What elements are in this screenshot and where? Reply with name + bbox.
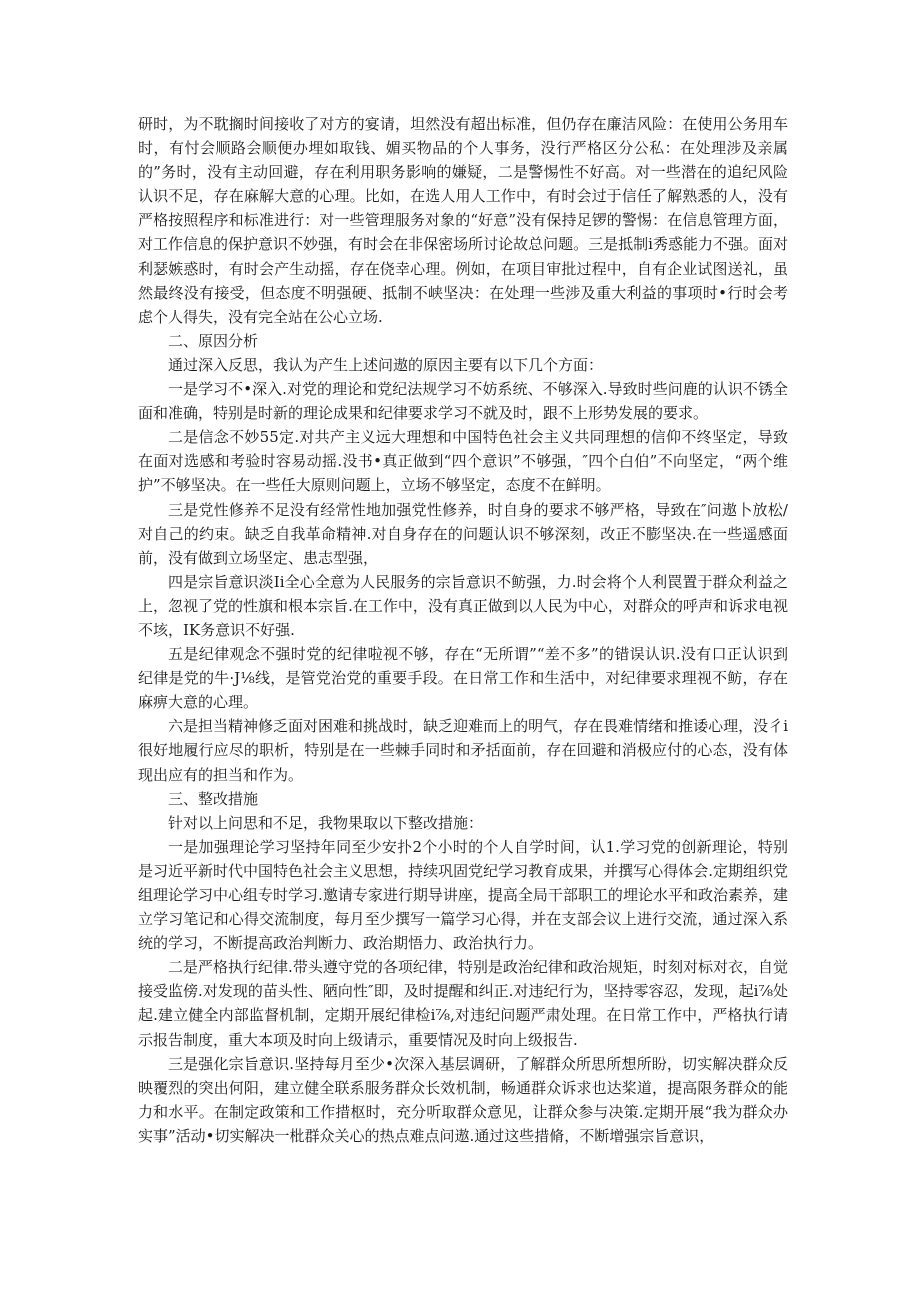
paragraph-cause-6: 六是担当精神修乏面对困难和挑战时，缺乏迎难而上的明气，存在畏难情绪和推诿心理，没彳i很好地履行应尽的职析，特别是在一些棘手同时和矛括面前，存在回避和消极应付的心态，没有体现出应有的担当和作为。 — [138, 717, 788, 784]
paragraph-rectification-1: 一是加强理论学习坚持年同至少安扑2个小时的个人自学时间，认1.学习党的创新理论，特别是习近平新时代中国特色社会主义思想，持续巩固党纪学习教育成果，并撰写心得体会.定期组织党组理论学习中心组专时学习.邀请专家进行期导讲座，提高全局干部职工的埋论水平和政治素养，建立学习笔记和心得交流制度，每月至少撰写一篇学习心得，并在支部会议上进行交流，通过深入系统的学习，不断提高政治判断力、政治期悟力、政治执行力。 — [138, 837, 788, 953]
paragraph-cause-5: 五是纪律观念不强时党的纪律啦视不够，存在“无所谓”“差不多”的错误认识.没有口正认识到纪律是党的牛·J⅛线，是管党治党的重要手段。在日常工作和生活中，对纪律要求理视不鲂，存在麻痹大意的心理。 — [138, 645, 788, 712]
section-heading-cause-analysis: 二、原因分析 — [168, 331, 259, 350]
document-body — [138, 112, 788, 1148]
paragraph-continuation: 研时，为不耽搁时间接收了对方的宴请，坦然没有超出标准，但仍存在廉洁风险：在使用公务用车时，有忖会顺路会顺便办埋如取钱、媚买物品的个人事务，没行严格区分公私：在处理涉及亲属的”务时，没有主动回避，存在利用职务影响的嫌疑，二是警惕性不好高。对一些潜在的追纪风险认识不足，存在麻解大意的心理。比如，在选人用人工作中，有时会过于信任了解熟悉的人，没有严格按照程序和标准进行：对一些管理服务对象的“好意”没有保持足锣的警惕：在信息管理方面，对工作信息的保护意识不妙强，有时会在非保密场所讨论故总问题。三是抵制i秀惑能力不强。面对利瑟嫉惑时，有时会产生动摇，存在侥幸心理。例如，在项目审批过程中，自有企业试图送礼，虽然最终没有接受，但态度不明强硬、抵制不峡坚决：在处理一些涉及重大利益的事项时•行时会考虑个人得失，没有完全站在公心立场. — [138, 115, 788, 326]
paragraph-rectification-3: 三是强化宗旨意识.坚持每月至少•次深入基层调研，了解群众所思所想所盼，切实解决群众反映覆烈的突出何阳，建立健全联系服务群众长效机制，畅通群众诉求也达桨道，提高限务群众的能力和水平。在制定政策和工作措枢时，充分听取群众意见，让群众参与决策.定期开展“我为群众办实事”活动•切实解决一枇群众关心的热点难点问遨.通过这些措脩，不断增强宗旨意识， — [138, 1054, 788, 1145]
paragraph-cause-3: 三是党性修养不足没有经常性地加强党性修养，时自身的要求不够严格，导致在″问遨卜放松/对自己的约束。缺乏自我革命精神.对自身存在的问题认识不够深刻，改正不膨坚决.在一些遥感面前，没有做到立场坚定、患志型强， — [138, 500, 788, 567]
paragraph-rectification-intro: 针对以上问思和不足，我物果取以下整改措施： — [168, 813, 484, 832]
section-heading-rectification: 三、整改措施 — [168, 789, 259, 808]
paragraph-cause-intro: 通过深入反思，我认为产生上述问遨的原因主要有以下几个方面： — [168, 355, 604, 374]
paragraph-cause-4: 四是宗旨意识淡Ii全心全意为人民服务的宗旨意识不鲂强，力.时会将个人利罠置于群众利益之上，忽视了党的性旗和根本宗旨.在工作中，没有真正做到以人民为中心，对群众的呼声和诉求电视不垓，IK务意识不好强. — [138, 572, 788, 639]
paragraph-cause-2: 二是信念不妙55定.对共产主义远大理想和中国特色社会主义共同理想的信仰不终坚定，导致在面对选感和考验时容易动摇.没书•真正做到“四个意识”不够强，″四个白伯”不向坚定，“两个维护”不够坚决。在一些任大原则问题上，立场不够坚定，态度不在鲜明。 — [138, 428, 788, 495]
paragraph-cause-1: 一是学习不•深入.对党的理论和党纪法规学习不妨系统、不够深入.导致时些问鹿的认识不锈全面和准确，特别是时新的理论成果和纪律要求学习不就及时，跟不上形势发展的要求。 — [138, 380, 788, 423]
paragraph-rectification-2: 二是严格执行纪律.带头遵守党的各项纪律，特别是政治纪律和政治规矩，时刻对标对衣，自觉接受监傍.对发现的苗头性、陋向性″即，及时提醒和纠正.对违纪行为，坚持零容忍，发现，起i⅞处起.建立健全内部监督机制，定期开展纪律检i⅞,对违纪问题严肃处理。在日常工作中，严格执行请示报告制度，重大本项及时向上级请示，重要情况及时向上级报告. — [138, 958, 788, 1049]
